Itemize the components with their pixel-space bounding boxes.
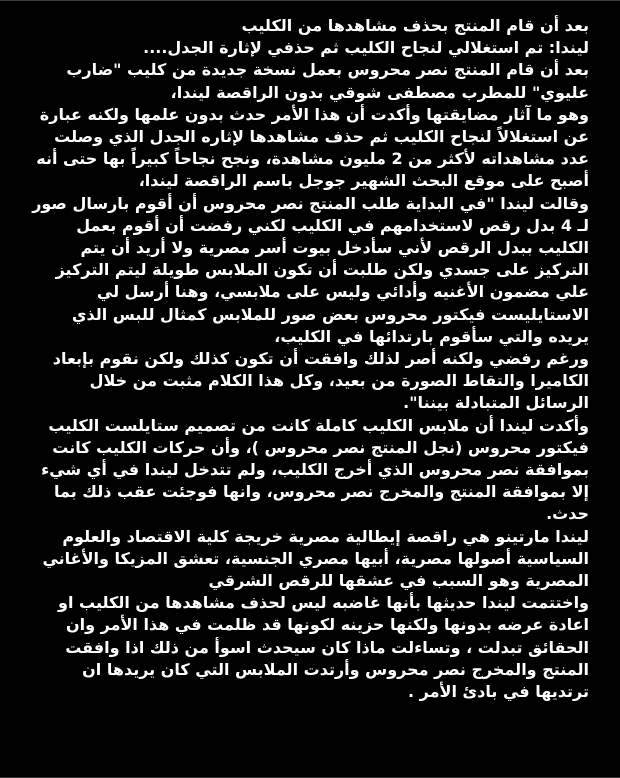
paragraph-new-version: بعد أن قام المنتج نصر محروس بعمل نسخة جديدة من كليب "ضارب عليوي" للمطرب مصطفى شوقي بدون الراقصة ليندا، وهو ما آثار مضايقتها وأكدت أن هذا الأمر حدث بدون علمها ولكنه عبارة عن استغلالاً لنجاح الكليب ثم حذف مشاهدها لإثاره الجدل الذي وصلت عدد مشاهداته لأكثر من 2 مليون مشاهدة، ونجح نجاحاً كبيراً بها حتى أنه أصبح على موقع البحث الشهير جوجل باسم الراقصة ليندا، <box>36 60 589 191</box>
paragraph-linda-quote: وقالت ليندا "في البداية طلب المنتج نصر محروس أن أقوم بارسال صور لـ 4 بدل رقص لاستخدامهم في الكليب لكني رفضت أن أقوم بعمل الكليب ببدل الرقص لأني سأدخل بيوت أسر مصرية ولا أريد أن يتم التركيز على جسدي ولكن طلبت أن تكون الملابس طويلة ليتم التركيز علي مضمون الأغنيه وأدائي وليس على ملابسي، وهنا أرسل لي الاستايليست فيكتور محروس بعض صور للملابس كمثال للبس الذي يريده والتي سأقوم بارتدائها في الكليب، <box>32 193 589 346</box>
paragraph-headline: بعد أن قام المنتج بحذف مشاهدها من الكليب ليندا: تم استغلالي لنجاح الكليب ثم حذفي لإثارة الجدل.... <box>143 16 589 58</box>
paragraph-refusal: ورغم رفضي ولكنه أصر لذلك وافقت أن تكون كذلك ولكن نقوم بإبعاد الكاميرا والتقاط الصورة من بعيد، وكل هذا الكلام مثبت من خلال الرسائل المتبادلة بيننا". <box>52 349 589 413</box>
article-text <box>0 1 620 703</box>
paragraph-costumes: وأكدت ليندا أن ملابس الكليب كاملة كانت من تصميم ستايلست الكليب فيكتور محروس (نجل المنتج نصر محروس )، وأن حركات الكليب كانت بموافقة نصر محروس الذي أخرج الكليب، ولم تتدخل ليندا في أي شيء إلا بموافقة المنتج والمخرج نصر محروس، وانها فوجئت عقب ذلك بما حدث. <box>41 415 589 524</box>
paragraph-conclusion: واختتمت ليندا حديثها بأنها غاضبه ليس لحذف مشاهدها من الكليب او اعادة عرضه بدونها ولكنها حزينه لكونها قد ظلمت في هذا الأمر وان الحقائق تبدلت ، وتساءلت ماذا كان سيحدث اسوأ من ذلك اذا وافقت المنتج والمخرج نصر محروس وأرتدت الملابس التي كان يريدها ان ترتديها في بادئ الأمر . <box>58 593 589 702</box>
paragraph-biography: ليندا مارتينو هي راقصة إيطالية مصرية خريجة كلية الاقتصاد والعلوم السياسية أصولها مصرية، أبيها مصري الجنسية، تعشق المزيكا والأغاني المصرية وهو السبب في عشقها للرقص الشرقي <box>42 526 589 591</box>
